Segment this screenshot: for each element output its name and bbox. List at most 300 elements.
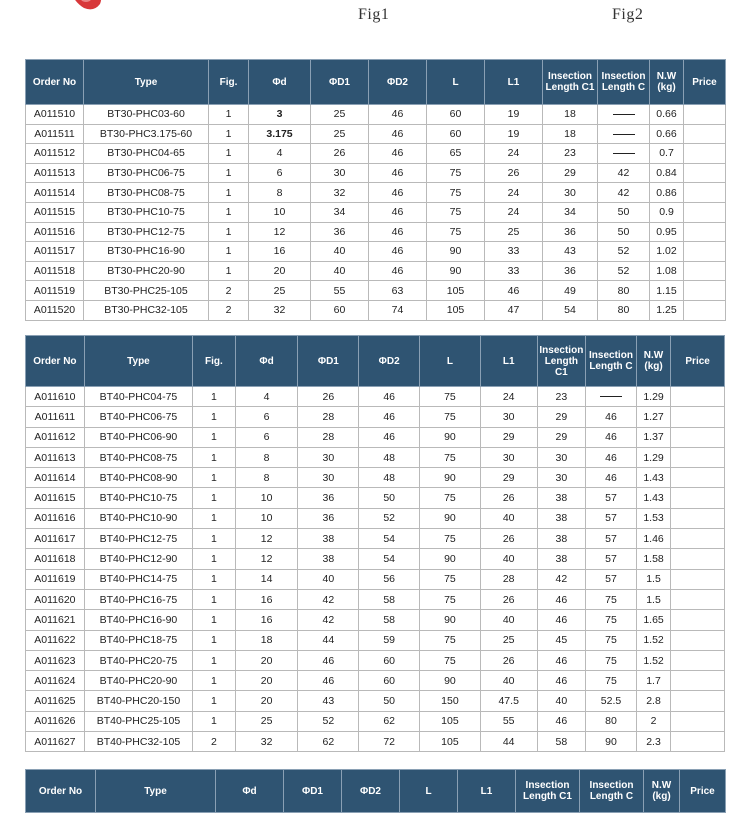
cell-price — [671, 447, 725, 467]
cell-order-no: A011612 — [26, 427, 85, 447]
table-row — [26, 691, 725, 711]
cell-l1: 28 — [480, 569, 537, 589]
cell-l: 105 — [427, 300, 485, 320]
cell-order-no: A011619 — [26, 569, 85, 589]
cell-order-no: A011516 — [26, 222, 84, 242]
cell-l: 90 — [420, 610, 481, 630]
cell-d: 12 — [235, 549, 298, 569]
cell-l: 75 — [420, 488, 481, 508]
cell-order-no: A011519 — [26, 281, 84, 301]
cell-c1: 29 — [543, 163, 598, 183]
cell-nw: 1.53 — [636, 508, 670, 528]
cell-d2: 62 — [359, 711, 420, 731]
cell-fig: 1 — [193, 468, 236, 488]
cell-l: 60 — [427, 124, 485, 144]
col-price: Price — [671, 336, 725, 387]
cell-l1: 24 — [485, 144, 543, 164]
cell-order-no: A011510 — [26, 105, 84, 125]
cell-l1: 25 — [485, 222, 543, 242]
cell-l1: 44 — [480, 732, 537, 752]
cell-d: 25 — [235, 711, 298, 731]
cell-l1: 26 — [480, 488, 537, 508]
cell-l1: 25 — [480, 630, 537, 650]
bt40-spec-table — [25, 335, 725, 752]
cell-price — [671, 427, 725, 447]
table-row — [26, 732, 725, 752]
cell-d2: 72 — [359, 732, 420, 752]
table-header-row — [26, 336, 725, 387]
cell-d: 10 — [235, 508, 298, 528]
cell-c: 52 — [598, 261, 650, 281]
cell-d1: 30 — [298, 447, 359, 467]
table-row — [26, 671, 725, 691]
cell-order-no: A011626 — [26, 711, 85, 731]
cell-l1: 29 — [480, 427, 537, 447]
cell-type: BT40-PHC16-75 — [84, 589, 192, 609]
cell-d1: 62 — [298, 732, 359, 752]
cell-type: BT30-PHC10-75 — [84, 202, 209, 222]
cell-d1: 44 — [298, 630, 359, 650]
cell-c1: 46 — [537, 650, 586, 670]
cell-nw: 1.52 — [636, 650, 670, 670]
cell-nw: 0.86 — [650, 183, 684, 203]
cell-nw: 1.37 — [636, 427, 670, 447]
cell-c1: 38 — [537, 529, 586, 549]
fig2-label: Fig2 — [612, 6, 644, 23]
cell-c1: 54 — [543, 300, 598, 320]
cell-l1: 40 — [480, 610, 537, 630]
cell-d2: 50 — [359, 691, 420, 711]
cell-c: 75 — [586, 610, 637, 630]
cell-d2: 56 — [359, 569, 420, 589]
table-header-row — [26, 770, 726, 813]
cell-l: 75 — [427, 163, 485, 183]
cell-type: BT30-PHC32-105 — [84, 300, 209, 320]
cell-fig: 2 — [209, 300, 249, 320]
cell-l: 75 — [420, 569, 481, 589]
col-d: Φd — [249, 60, 311, 105]
cell-nw: 0.84 — [650, 163, 684, 183]
cell-d: 14 — [235, 569, 298, 589]
cell-d2: 46 — [369, 105, 427, 125]
col-c: Insection Length C — [580, 770, 644, 813]
cell-order-no: A011520 — [26, 300, 84, 320]
cell-price — [671, 589, 725, 609]
cell-order-no: A011624 — [26, 671, 85, 691]
cell-c: 46 — [586, 468, 637, 488]
cell-c: 75 — [586, 671, 637, 691]
cell-order-no: A011620 — [26, 589, 85, 609]
cell-d: 18 — [235, 630, 298, 650]
table-row — [26, 468, 725, 488]
cell-l: 90 — [420, 468, 481, 488]
cell-fig: 1 — [193, 569, 236, 589]
cell-l: 75 — [420, 589, 481, 609]
cell-nw: 0.9 — [650, 202, 684, 222]
bt30-spec-table — [25, 59, 726, 321]
cell-l1: 24 — [480, 387, 537, 407]
table-row — [26, 610, 725, 630]
cell-order-no: A011625 — [26, 691, 85, 711]
table-row — [26, 261, 726, 281]
cell-type: BT30-PHC03-60 — [84, 105, 209, 125]
col-type: Type — [84, 336, 192, 387]
cell-l1: 26 — [480, 589, 537, 609]
cell-nw: 1.5 — [636, 589, 670, 609]
table-row — [26, 202, 726, 222]
col-fig: Fig. — [193, 336, 236, 387]
cell-d2: 74 — [369, 300, 427, 320]
cell-l1: 33 — [485, 261, 543, 281]
cell-fig: 2 — [193, 732, 236, 752]
cell-price — [671, 387, 725, 407]
cell-l: 75 — [420, 529, 481, 549]
table-row — [26, 124, 726, 144]
cell-d2: 50 — [359, 488, 420, 508]
cell-c — [598, 144, 650, 164]
cell-type: BT40-PHC20-75 — [84, 650, 192, 670]
cell-d1: 40 — [298, 569, 359, 589]
col-c1: Insection Length C1 — [543, 60, 598, 105]
cell-price — [671, 671, 725, 691]
cell-l: 90 — [420, 671, 481, 691]
cell-d2: 52 — [359, 508, 420, 528]
cell-c1: 30 — [543, 183, 598, 203]
cell-c: 46 — [586, 447, 637, 467]
col-nw: N.W (kg) — [636, 336, 670, 387]
cell-price — [671, 732, 725, 752]
cell-c1: 42 — [537, 569, 586, 589]
cell-l1: 29 — [480, 468, 537, 488]
cell-d2: 46 — [369, 163, 427, 183]
cell-nw: 1.46 — [636, 529, 670, 549]
cell-l: 75 — [420, 650, 481, 670]
col-c: Insection Length C — [598, 60, 650, 105]
cell-l: 75 — [427, 202, 485, 222]
cell-price — [671, 529, 725, 549]
cell-type: BT30-PHC12-75 — [84, 222, 209, 242]
cell-l1: 26 — [485, 163, 543, 183]
cell-d1: 28 — [298, 407, 359, 427]
cell-l1: 55 — [480, 711, 537, 731]
table-row — [26, 281, 726, 301]
cell-d2: 59 — [359, 630, 420, 650]
cell-d2: 58 — [359, 589, 420, 609]
cell-c: 90 — [586, 732, 637, 752]
cell-price — [671, 508, 725, 528]
cell-type: BT30-PHC20-90 — [84, 261, 209, 281]
cell-price — [671, 407, 725, 427]
cell-fig: 1 — [193, 427, 236, 447]
col-type: Type — [96, 770, 216, 813]
cell-nw: 1.65 — [636, 610, 670, 630]
cell-c1: 40 — [537, 691, 586, 711]
cell-nw: 1.29 — [636, 447, 670, 467]
cell-l1: 30 — [480, 447, 537, 467]
cell-type: BT40-PHC18-75 — [84, 630, 192, 650]
cell-nw: 1.29 — [636, 387, 670, 407]
cell-d: 6 — [249, 163, 311, 183]
cell-d1: 32 — [311, 183, 369, 203]
cell-l: 75 — [420, 630, 481, 650]
cell-order-no: A011613 — [26, 447, 85, 467]
cell-c1: 23 — [543, 144, 598, 164]
table-row — [26, 300, 726, 320]
cell-type: BT40-PHC32-105 — [84, 732, 192, 752]
cell-order-no: A011515 — [26, 202, 84, 222]
cell-order-no: A011517 — [26, 242, 84, 262]
col-d1: ΦD1 — [311, 60, 369, 105]
cell-c: 50 — [598, 222, 650, 242]
cell-order-no: A011514 — [26, 183, 84, 203]
cell-d: 16 — [249, 242, 311, 262]
cell-type: BT30-PHC25-105 — [84, 281, 209, 301]
cell-fig: 1 — [209, 163, 249, 183]
cell-price — [671, 549, 725, 569]
cell-d1: 25 — [311, 124, 369, 144]
cell-fig: 1 — [193, 711, 236, 731]
cell-c1: 23 — [537, 387, 586, 407]
cell-type: BT40-PHC12-90 — [84, 549, 192, 569]
cell-d1: 36 — [311, 222, 369, 242]
cell-d2: 46 — [359, 387, 420, 407]
col-l1: L1 — [480, 336, 537, 387]
table-row — [26, 183, 726, 203]
cell-d2: 54 — [359, 529, 420, 549]
cell-d1: 28 — [298, 427, 359, 447]
table-header-row — [26, 60, 726, 105]
cell-nw: 1.15 — [650, 281, 684, 301]
col-c1: Insection Length C1 — [516, 770, 580, 813]
cell-d: 20 — [235, 671, 298, 691]
cell-nw: 1.25 — [650, 300, 684, 320]
cell-d1: 55 — [311, 281, 369, 301]
cell-price — [671, 488, 725, 508]
col-c: Insection Length C — [586, 336, 637, 387]
cell-c1: 30 — [537, 447, 586, 467]
cell-l: 60 — [427, 105, 485, 125]
cell-price — [671, 691, 725, 711]
cell-c: 52 — [598, 242, 650, 262]
table-row — [26, 650, 725, 670]
cell-c: 57 — [586, 569, 637, 589]
cell-nw: 2.8 — [636, 691, 670, 711]
cell-d1: 30 — [298, 468, 359, 488]
cell-order-no: A011611 — [26, 407, 85, 427]
cell-d1: 26 — [298, 387, 359, 407]
cell-d: 12 — [235, 529, 298, 549]
cell-type: BT40-PHC10-90 — [84, 508, 192, 528]
cell-fig: 1 — [193, 589, 236, 609]
cell-l1: 33 — [485, 242, 543, 262]
cell-c: 46 — [586, 407, 637, 427]
cell-d1: 30 — [311, 163, 369, 183]
cell-price — [671, 711, 725, 731]
cell-d: 32 — [235, 732, 298, 752]
cell-nw: 2 — [636, 711, 670, 731]
cell-c — [598, 105, 650, 125]
cell-c1: 46 — [537, 671, 586, 691]
cell-c1: 18 — [543, 105, 598, 125]
cell-c1: 38 — [537, 488, 586, 508]
cell-l: 90 — [420, 508, 481, 528]
cell-fig: 1 — [193, 508, 236, 528]
cell-l: 90 — [420, 427, 481, 447]
tool-tip-image — [70, 0, 106, 16]
cell-d2: 46 — [369, 222, 427, 242]
cell-l: 150 — [420, 691, 481, 711]
cell-type: BT40-PHC10-75 — [84, 488, 192, 508]
cell-d1: 42 — [298, 589, 359, 609]
third-spec-table — [25, 769, 726, 813]
cell-c — [586, 387, 637, 407]
cell-d: 16 — [235, 589, 298, 609]
cell-c: 57 — [586, 508, 637, 528]
cell-d2: 46 — [369, 242, 427, 262]
cell-fig: 1 — [209, 124, 249, 144]
cell-d2: 46 — [369, 202, 427, 222]
cell-l1: 24 — [485, 183, 543, 203]
table-row — [26, 549, 725, 569]
cell-d2: 54 — [359, 549, 420, 569]
table-row — [26, 427, 725, 447]
cell-c1: 49 — [543, 281, 598, 301]
cell-d1: 46 — [298, 650, 359, 670]
table-row — [26, 447, 725, 467]
cell-l: 75 — [420, 387, 481, 407]
col-l1: L1 — [485, 60, 543, 105]
cell-l1: 19 — [485, 105, 543, 125]
table-row — [26, 242, 726, 262]
cell-c1: 45 — [537, 630, 586, 650]
table-row — [26, 711, 725, 731]
cell-order-no: A011614 — [26, 468, 85, 488]
cell-l: 105 — [420, 711, 481, 731]
cell-c: 75 — [586, 589, 637, 609]
cell-type: BT30-PHC16-90 — [84, 242, 209, 262]
cell-d1: 46 — [298, 671, 359, 691]
cell-nw: 0.95 — [650, 222, 684, 242]
cell-l1: 40 — [480, 549, 537, 569]
cell-price — [684, 261, 726, 281]
cell-d1: 25 — [311, 105, 369, 125]
cell-fig: 1 — [193, 447, 236, 467]
cell-d: 20 — [235, 691, 298, 711]
col-d: Φd — [216, 770, 284, 813]
cell-d1: 36 — [298, 488, 359, 508]
table-row — [26, 387, 725, 407]
cell-c1: 30 — [537, 468, 586, 488]
cell-d: 25 — [249, 281, 311, 301]
cell-l1: 26 — [480, 650, 537, 670]
col-type: Type — [84, 60, 209, 105]
cell-c: 57 — [586, 549, 637, 569]
cell-price — [684, 183, 726, 203]
table-row — [26, 488, 725, 508]
cell-l1: 40 — [480, 508, 537, 528]
cell-c1: 46 — [537, 711, 586, 731]
cell-order-no: A011617 — [26, 529, 85, 549]
cell-type: BT40-PHC25-105 — [84, 711, 192, 731]
table-row — [26, 144, 726, 164]
cell-c1: 46 — [537, 610, 586, 630]
col-d2: ΦD2 — [369, 60, 427, 105]
cell-type: BT40-PHC08-75 — [84, 447, 192, 467]
cell-d2: 46 — [369, 261, 427, 281]
cell-type: BT40-PHC06-90 — [84, 427, 192, 447]
cell-d1: 38 — [298, 549, 359, 569]
cell-order-no: A011627 — [26, 732, 85, 752]
cell-l1: 40 — [480, 671, 537, 691]
col-fig: Fig. — [209, 60, 249, 105]
col-d1: ΦD1 — [284, 770, 342, 813]
col-d1: ΦD1 — [298, 336, 359, 387]
cell-d1: 52 — [298, 711, 359, 731]
cell-c1: 34 — [543, 202, 598, 222]
cell-c — [598, 124, 650, 144]
cell-fig: 1 — [209, 222, 249, 242]
cell-d: 4 — [235, 387, 298, 407]
cell-d2: 46 — [359, 427, 420, 447]
cell-l: 75 — [427, 222, 485, 242]
cell-c: 80 — [598, 281, 650, 301]
cell-l: 90 — [427, 242, 485, 262]
cell-nw: 1.43 — [636, 488, 670, 508]
cell-nw: 1.7 — [636, 671, 670, 691]
cell-fig: 1 — [209, 144, 249, 164]
cell-type: BT30-PHC3.175-60 — [84, 124, 209, 144]
col-nw: N.W (kg) — [644, 770, 680, 813]
cell-price — [684, 124, 726, 144]
cell-nw: 1.08 — [650, 261, 684, 281]
cell-fig: 1 — [193, 488, 236, 508]
cell-type: BT40-PHC06-75 — [84, 407, 192, 427]
cell-price — [684, 222, 726, 242]
cell-l1: 30 — [480, 407, 537, 427]
cell-c: 75 — [586, 630, 637, 650]
cell-l: 105 — [427, 281, 485, 301]
cell-fig: 1 — [193, 529, 236, 549]
cell-fig: 1 — [193, 610, 236, 630]
cell-d: 6 — [235, 427, 298, 447]
cell-order-no: A011615 — [26, 488, 85, 508]
cell-d2: 46 — [369, 144, 427, 164]
cell-c: 50 — [598, 202, 650, 222]
cell-d1: 26 — [311, 144, 369, 164]
cell-price — [684, 144, 726, 164]
cell-order-no: A011512 — [26, 144, 84, 164]
cell-c1: 43 — [543, 242, 598, 262]
cell-fig: 1 — [209, 183, 249, 203]
cell-c: 46 — [586, 427, 637, 447]
cell-c1: 38 — [537, 508, 586, 528]
cell-d1: 34 — [311, 202, 369, 222]
col-nw: N.W (kg) — [650, 60, 684, 105]
cell-c: 75 — [586, 650, 637, 670]
cell-fig: 1 — [193, 407, 236, 427]
col-order-no: Order No — [26, 336, 85, 387]
cell-order-no: A011616 — [26, 508, 85, 528]
cell-order-no: A011513 — [26, 163, 84, 183]
cell-type: BT40-PHC20-90 — [84, 671, 192, 691]
cell-type: BT40-PHC04-75 — [84, 387, 192, 407]
cell-c1: 58 — [537, 732, 586, 752]
cell-d2: 46 — [369, 124, 427, 144]
cell-type: BT40-PHC20-150 — [84, 691, 192, 711]
cell-c1: 18 — [543, 124, 598, 144]
cell-type: BT40-PHC12-75 — [84, 529, 192, 549]
col-price: Price — [680, 770, 726, 813]
